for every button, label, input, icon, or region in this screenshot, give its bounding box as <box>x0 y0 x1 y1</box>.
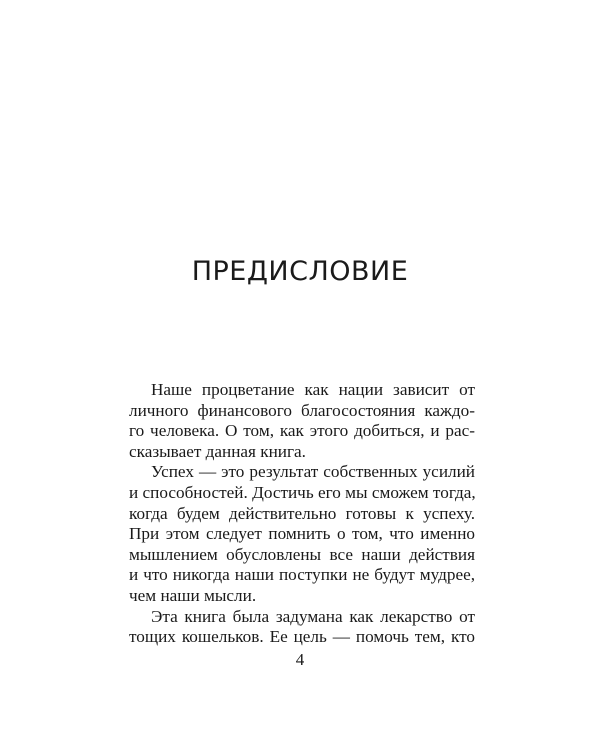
text-line: сказывает данная книга. <box>129 441 306 461</box>
text-line: Эта книга была задумана как лекарство от <box>151 606 475 626</box>
text-line: Успех — это результат собственных усилий <box>151 462 475 482</box>
text-line: го человека. О том, как этого добиться, и рас- <box>129 421 475 441</box>
text-line: и что никогда наши поступки не будут мудрее, <box>129 565 475 585</box>
text-line: личного финансового благосостояния каждо- <box>129 400 475 420</box>
text-line: Наше процветание как нации зависит от <box>151 380 475 399</box>
text-line: когда будем действительно готовы к успеху. <box>129 503 475 523</box>
chapter-title: ПРЕДИСЛОВИЕ <box>191 256 409 287</box>
page-number: 4 <box>295 650 305 669</box>
text-line: тощих кошельков. Ее цель — помочь тем, кто <box>129 627 475 647</box>
body-text <box>129 380 475 648</box>
text-line: чем наши мысли. <box>129 585 257 605</box>
text-line: мышлением обусловлены все наши действия <box>129 544 475 564</box>
text-line: и способностей. Достичь его мы сможем тогда, <box>129 482 476 502</box>
text-line: При этом следует помнить о том, что именно <box>129 524 475 544</box>
